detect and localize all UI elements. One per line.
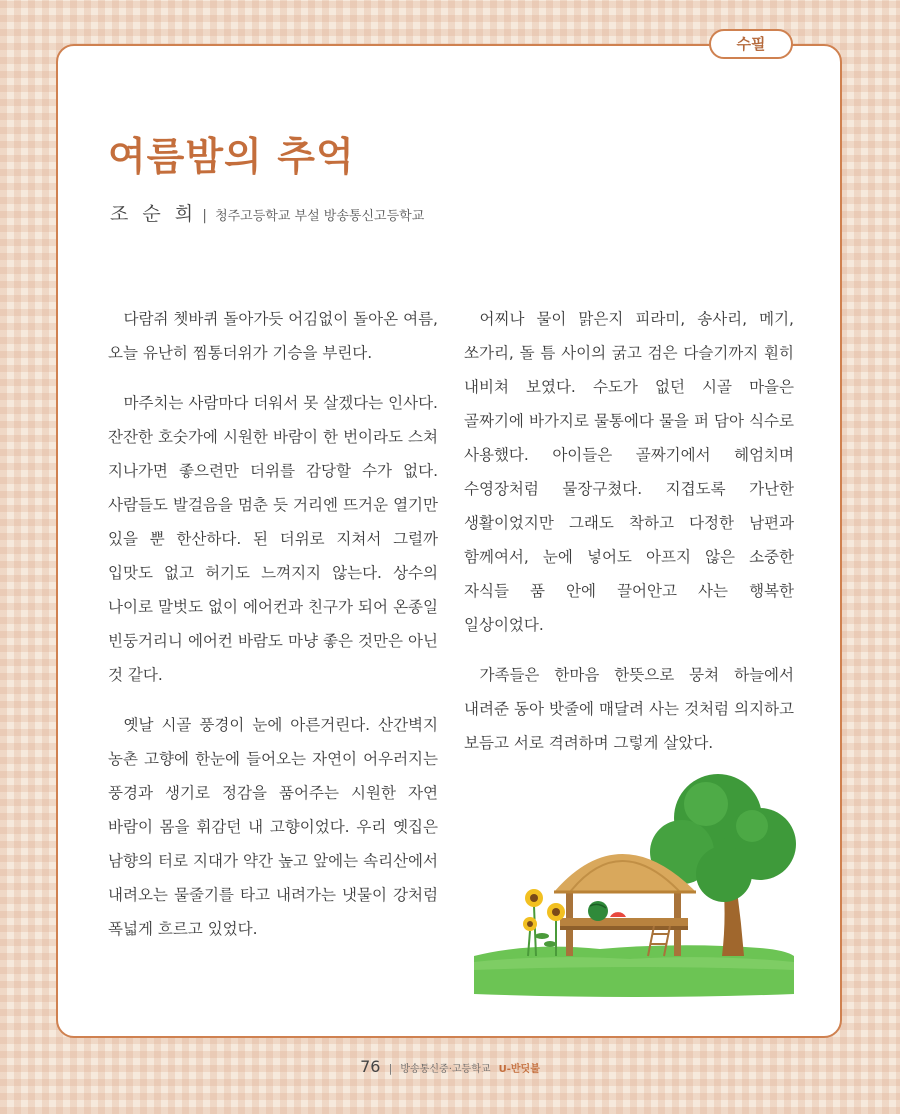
page-number: 76 — [360, 1057, 381, 1076]
paragraph: 다람쥐 쳇바퀴 돌아가듯 어김없이 돌아온 여름, 오늘 유난히 찜통더위가 기승을 부린다. — [108, 310, 438, 362]
left-column — [108, 302, 438, 962]
paragraph: 옛날 시골 풍경이 눈에 아른거린다. 산간벽지 농촌 고향에 한눈에 들어오는 자연이 어우러지는 풍경과 생기로 정감을 품어주는 시원한 자연 바람이 몸을 휘감던 내 고향이었다. 우리 옛집은 남향의 터로 지대가 약간 높고 앞에는 속리산에서 내려오는 물줄기를 타고 내려가는 냇물이 강처럼 폭넓게 흐르고 있었다. — [108, 716, 438, 938]
category-tag: 수필 — [709, 29, 793, 59]
summer-illustration — [470, 756, 800, 1005]
right-column — [464, 302, 794, 776]
author-affiliation: 청주고등학교 부설 방송통신고등학교 — [215, 209, 425, 224]
byline — [110, 199, 424, 226]
byline-separator: | — [202, 208, 207, 224]
paragraph: 가족들은 한마음 한뜻으로 뭉쳐 하늘에서 내려준 동아 밧줄에 매달려 사는 것처럼 의지하고 보듬고 서로 격려하며 그렇게 살았다. — [464, 666, 794, 752]
pavilion-tree-illustration — [470, 756, 800, 1001]
author-name: 조 순 희 — [110, 203, 198, 225]
paragraph: 마주치는 사람마다 더워서 못 살겠다는 인사다. 잔잔한 호숫가에 시원한 바람이 한 번이라도 스쳐 지나가면 좋으련만 더위를 감당할 수가 없다. 사람들도 발걸음을 멈춘 듯 거리엔 뜨거운 열기만 있을 뿐 한산하다. 된 더위로 지쳐서 그럴까 입맛도 없고 허기도 느껴지지 않는다. 상수의 나이로 말벗도 없이 에어컨과 친구가 되어 온종일 빈둥거리니 에어컨 바람도 마냥 좋은 것만은 아닌 것 같다. — [108, 394, 438, 684]
paragraph: 어찌나 물이 맑은지 피라미, 송사리, 메기, 쏘가리, 돌 틈 사이의 굵고 검은 다슬기까지 훤히 내비쳐 보였다. 수도가 없던 시골 마을은 골짜기에 바가지로 물통에다 물을 퍼 담아 식수로 사용했다. 아이들은 골짜기에서 헤엄치며 수영장처럼 물장구쳤다. 지겹도록 가난한 생활이었지만 그래도 착하고 다정한 남편과 함께여서, 눈에 넣어도 아프지 않은 소중한 자식들 품 안에 끌어안고 사는 행복한 일상이었다. — [464, 310, 794, 634]
article-title: 여름밤의 추억 — [108, 134, 355, 180]
footer-separator: | — [388, 1062, 393, 1075]
footer-school: 방송통신중·고등학교 — [400, 1064, 491, 1075]
page-footer — [0, 1057, 900, 1076]
footer-magazine: U-반딧불 — [498, 1064, 540, 1075]
